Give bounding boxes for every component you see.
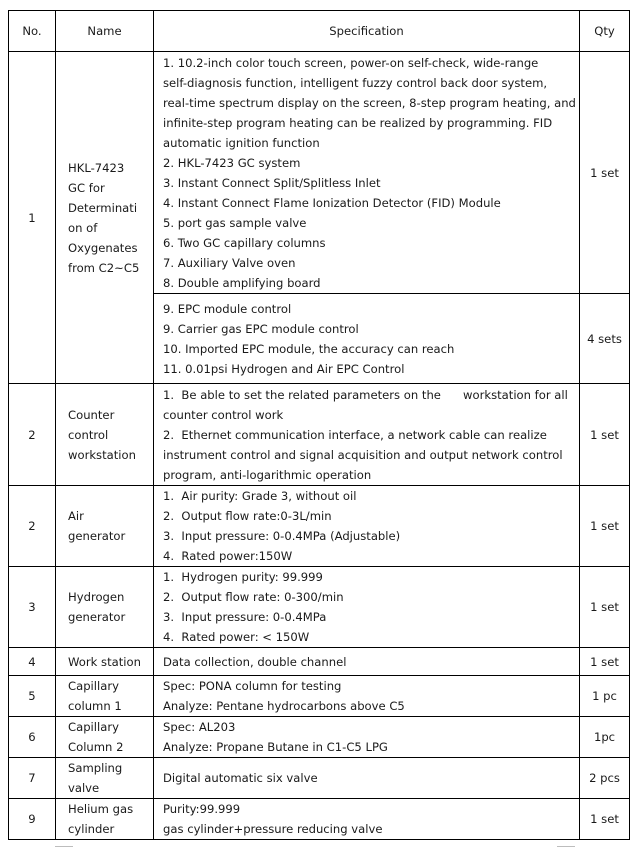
item-name (56, 384, 154, 486)
spec-line: Analyze: Pentane hydrocarbons above C5 (163, 699, 405, 713)
row-number: 1 (9, 52, 56, 384)
name-line: Hydrogen (68, 590, 125, 604)
header-name: Name (56, 11, 154, 52)
item-qty: 1 set (580, 567, 630, 648)
spec-line: 6. Two GC capillary columns (163, 235, 326, 250)
item-name (56, 486, 154, 567)
row-number: 3 (9, 567, 56, 648)
item-specification (154, 758, 580, 799)
spec-line: 1. Hydrogen purity: 99.999 (163, 570, 323, 584)
item-qty: 2 pcs (580, 758, 630, 799)
specification-table (8, 10, 630, 840)
name-line: cylinder (68, 822, 115, 836)
row-number: 7 (9, 758, 56, 799)
item-qty: 4 sets (580, 294, 630, 384)
footer-margin-mark-right (557, 846, 575, 847)
spec-line: 2. Output flow rate:0-3L/min (163, 509, 332, 523)
spec-line: 7. Auxiliary Valve oven (163, 255, 296, 270)
name-line: Column 2 (68, 740, 124, 754)
spec-line: gas cylinder+pressure reducing valve (163, 822, 383, 836)
table-row (9, 799, 630, 840)
item-specification (154, 52, 580, 294)
item-name (56, 648, 154, 676)
spec-line: 1. Be able to set the related parameters on the workstation for all (163, 387, 568, 402)
spec-line: counter control work (163, 407, 284, 422)
spec-line: 1. 10.2-inch color touch screen, power-on self-check, wide-range (163, 55, 539, 70)
spec-line: 4. Rated power: < 150W (163, 630, 310, 644)
name-line: generator (68, 529, 126, 543)
spec-line: 2. HKL-7423 GC system (163, 155, 301, 170)
item-specification (154, 486, 580, 567)
row-number: 4 (9, 648, 56, 676)
spec-line: automatic ignition function (163, 135, 320, 150)
header-row (9, 11, 630, 52)
name-line: GC for (68, 180, 105, 195)
name-line: Capillary (68, 720, 119, 734)
spec-line: 3. Input pressure: 0-0.4MPa (163, 610, 327, 624)
spec-line: Purity:99.999 (163, 802, 241, 816)
spec-line: 3. Input pressure: 0-0.4MPa (Adjustable) (163, 529, 401, 543)
name-line: Helium gas (68, 802, 134, 816)
spec-line: 10. Imported EPC module, the accuracy can reach (163, 341, 455, 356)
table-row (9, 486, 630, 567)
name-line: Counter (68, 407, 115, 422)
table-row (9, 384, 630, 486)
item-specification (154, 384, 580, 486)
spec-line: instrument control and signal acquisition and output network control (163, 447, 563, 462)
spec-line: 8. Double amplifying board (163, 275, 321, 290)
name-line: generator (68, 610, 126, 624)
table-row (9, 717, 630, 758)
spec-line: Spec: PONA column for testing (163, 679, 342, 693)
item-specification (154, 676, 580, 717)
spec-line: 9. EPC module control (163, 301, 292, 316)
table-row (9, 648, 630, 676)
table-row (9, 758, 630, 799)
item-qty: 1 set (580, 486, 630, 567)
name-line: HKL-7423 (68, 160, 125, 175)
header-specification: Specification (154, 11, 580, 52)
item-qty: 1 set (580, 52, 630, 294)
item-qty: 1 set (580, 648, 630, 676)
header-no: No. (9, 11, 56, 52)
spec-line: 1. Air purity: Grade 3, without oil (163, 489, 357, 503)
item-specification (154, 567, 580, 648)
table-row (9, 52, 630, 294)
item-qty: 1 pc (580, 676, 630, 717)
spec-line: 5. port gas sample valve (163, 215, 307, 230)
name-line: valve (68, 781, 100, 795)
name-line: column 1 (68, 699, 122, 713)
spec-line: program, anti-logarithmic operation (163, 467, 372, 482)
spec-line: 11. 0.01psi Hydrogen and Air EPC Control (163, 361, 405, 376)
spec-line: real-time spectrum display on the screen, 8-step program heating, and (163, 95, 576, 110)
name-line: Air (68, 509, 84, 523)
item-specification (154, 799, 580, 840)
item-specification (154, 294, 580, 384)
spec-line: 3. Instant Connect Split/Splitless Inlet (163, 175, 381, 190)
row-number: 6 (9, 717, 56, 758)
item-name (56, 52, 154, 384)
spec-line: infinite-step program heating can be realized by programming. FID (163, 115, 553, 130)
spec-line: Data collection, double channel (163, 654, 347, 669)
spec-line: self-diagnosis function, intelligent fuzzy control back door system, (163, 75, 548, 90)
item-qty: 1pc (580, 717, 630, 758)
item-name (56, 799, 154, 840)
header-qty: Qty (580, 11, 630, 52)
row-number: 9 (9, 799, 56, 840)
table-row (9, 676, 630, 717)
name-line: from C2~C5 (68, 260, 140, 275)
table-row (9, 567, 630, 648)
row-number: 5 (9, 676, 56, 717)
spec-line: Spec: AL203 (163, 720, 236, 734)
spec-line: Analyze: Propane Butane in C1-C5 LPG (163, 740, 388, 754)
name-line: Work station (68, 654, 141, 669)
item-name (56, 676, 154, 717)
name-line: Oxygenates (68, 240, 138, 255)
name-line: Capillary (68, 679, 119, 693)
item-qty: 1 set (580, 384, 630, 486)
item-specification (154, 717, 580, 758)
spec-line: 9. Carrier gas EPC module control (163, 321, 359, 336)
item-name (56, 758, 154, 799)
row-number: 2 (9, 384, 56, 486)
spec-line: 2. Ethernet communication interface, a network cable can realize (163, 427, 547, 442)
item-name (56, 567, 154, 648)
spec-line: 2. Output flow rate: 0-300/min (163, 590, 344, 604)
footer-margin-mark-left (55, 846, 73, 847)
item-specification (154, 648, 580, 676)
item-name (56, 717, 154, 758)
name-line: Determinati (68, 200, 138, 215)
name-line: Sampling (68, 761, 123, 775)
spec-line: Digital automatic six valve (163, 771, 318, 785)
row-number: 2 (9, 486, 56, 567)
item-qty: 1 set (580, 799, 630, 840)
spec-line: 4. Instant Connect Flame Ionization Detector (FID) Module (163, 195, 501, 210)
name-line: on of (68, 220, 98, 235)
name-line: control (68, 427, 109, 442)
spec-line: 4. Rated power:150W (163, 549, 293, 563)
name-line: workstation (68, 447, 136, 462)
